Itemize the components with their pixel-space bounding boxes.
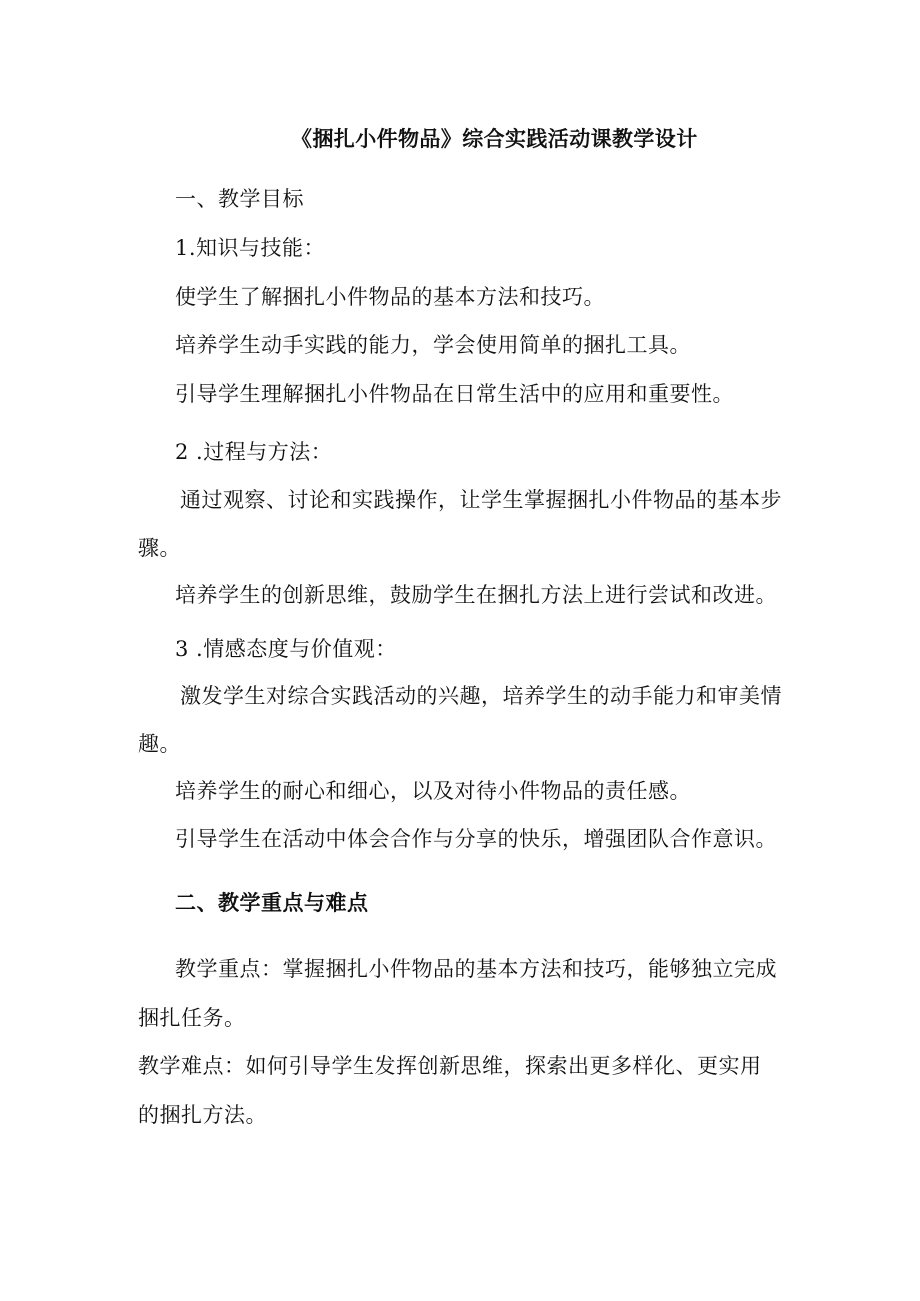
section-heading-objectives: 一、教学目标 [175, 187, 304, 211]
objective-item-continuation: 趣。 [138, 732, 181, 756]
subheading-process-method: 2 .过程与方法： [175, 440, 333, 464]
objective-item: 培养学生的耐心和细心，以及对待小件物品的责任感。 [175, 779, 691, 803]
subheading-knowledge-skills: 1.知识与技能： [175, 236, 326, 260]
subheading-attitude-values: 3 .情感态度与价值观： [175, 637, 397, 661]
section-heading-key-difficult: 二、教学重点与难点 [175, 890, 369, 915]
key-point-text: 教学重点：掌握捆扎小件物品的基本方法和技巧，能够独立完成 [175, 957, 777, 981]
objective-item: 激发学生对综合实践活动的兴趣，培养学生的动手能力和审美情 [180, 684, 782, 708]
objective-item: 培养学生动手实践的能力，学会使用简单的捆扎工具。 [175, 333, 691, 357]
difficulty-text: 教学难点：如何引导学生发挥创新思维，探索出更多样化、更实用 [138, 1054, 762, 1078]
document-title: 《捆扎小件物品》综合实践活动课教学设计 [291, 126, 698, 151]
key-point-continuation: 捆扎任务。 [138, 1006, 246, 1030]
objective-item-continuation: 骤。 [138, 536, 181, 560]
difficulty-continuation: 的捆扎方法。 [138, 1103, 267, 1127]
objective-item: 引导学生在活动中体会合作与分享的快乐，增强团队合作意识。 [175, 827, 777, 851]
objective-item: 使学生了解捆扎小件物品的基本方法和技巧。 [175, 285, 605, 309]
objective-item: 引导学生理解捆扎小件物品在日常生活中的应用和重要性。 [175, 382, 734, 406]
objective-item: 通过观察、讨论和实践操作，让学生掌握捆扎小件物品的基本步 [180, 488, 782, 512]
objective-item: 培养学生的创新思维，鼓励学生在捆扎方法上进行尝试和改进。 [175, 583, 777, 607]
